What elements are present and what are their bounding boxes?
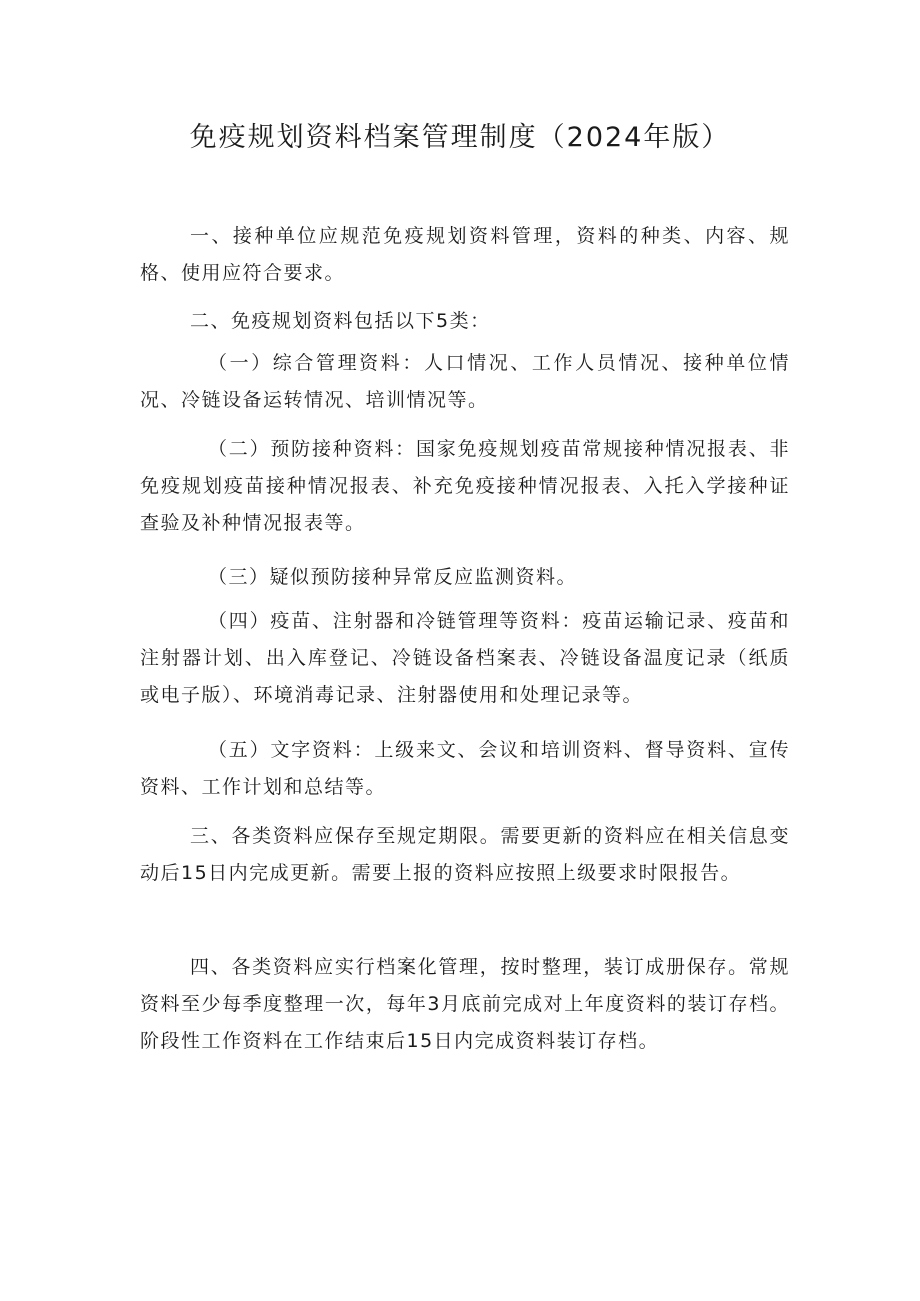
paragraph-7: （五）文字资料：上级来文、会议和培训资料、督导资料、宣传资料、工作计划和总结等。 xyxy=(140,739,790,798)
paragraph-5: （三）疑似预防接种异常反应监测资料。 xyxy=(208,566,578,588)
paragraph-8: 三、各类资料应保存至规定期限。需要更新的资料应在相关信息变动后15日内完成更新。需要上报的资料应按照上级要求时限报告。 xyxy=(140,825,790,884)
paragraph-4: （二）预防接种资料：国家免疫规划疫苗常规接种情况报表、非免疫规划疫苗接种情况报表、补充免疫接种情况报表、入托入学接种证查验及补种情况报表等。 xyxy=(140,438,790,534)
document-title: 免疫规划资料档案管理制度（2024年版） xyxy=(189,122,731,153)
paragraph-1: 一、接种单位应规范免疫规划资料管理，资料的种类、内容、规格、使用应符合要求。 xyxy=(140,225,790,284)
paragraph-9: 四、各类资料应实行档案化管理，按时整理，装订成册保存。常规资料至少每季度整理一次，每年3月底前完成对上年度资料的装订存档。阶段性工作资料在工作结束后15日内完成资料装订存档。 xyxy=(140,956,790,1052)
paragraph-6: （四）疫苗、注射器和冷链管理等资料：疫苗运输记录、疫苗和注射器计划、出入库登记、冷链设备档案表、冷链设备温度记录（纸质或电子版）、环境消毒记录、注射器使用和处理记录等。 xyxy=(140,610,790,706)
paragraph-3: （一）综合管理资料：人口情况、工作人员情况、接种单位情况、冷链设备运转情况、培训情况等。 xyxy=(140,352,790,411)
paragraph-2: 二、免疫规划资料包括以下5类： xyxy=(190,310,491,332)
